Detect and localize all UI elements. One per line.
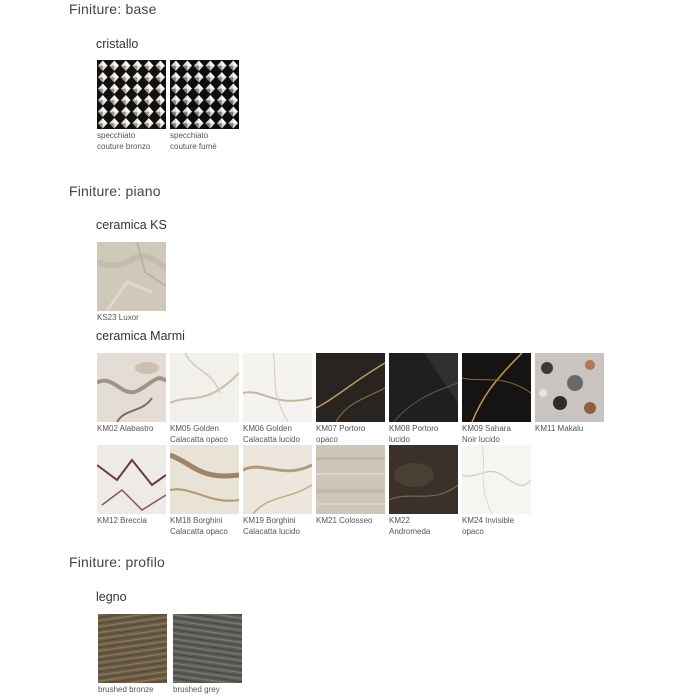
swatch-caption: KM19 Borghini xyxy=(243,516,296,525)
km12-texture xyxy=(97,445,166,514)
ks23-texture xyxy=(97,242,166,311)
swatch-caption: couture fumè xyxy=(170,142,217,151)
km11-texture xyxy=(535,353,604,422)
swatch-couture-fume[interactable] xyxy=(170,60,239,152)
group-label-ceramica-ks: ceramica KS xyxy=(96,218,167,232)
swatch-caption: lucido xyxy=(389,435,410,444)
swatch-caption: Calacatta lucido xyxy=(243,435,300,444)
swatch-caption: Calacatta lucido xyxy=(243,527,300,536)
km05-texture xyxy=(170,353,239,422)
swatch-caption: KM18 Borghini xyxy=(170,516,223,525)
swatch-caption: opaco xyxy=(462,527,484,536)
swatch-caption: Andromeda xyxy=(389,527,431,536)
brushed-bronze-texture xyxy=(98,614,167,683)
km21-texture xyxy=(316,445,385,514)
swatch-caption: KS23 Luxor xyxy=(97,313,139,322)
swatch-caption: KM22 xyxy=(389,516,410,525)
swatch-brushed-grey[interactable] xyxy=(173,614,242,695)
swatch-km21[interactable] xyxy=(316,445,385,526)
swatch-km08[interactable] xyxy=(389,353,458,445)
swatch-caption: opaco xyxy=(316,435,338,444)
swatch-caption: Noir lucido xyxy=(462,435,500,444)
swatch-caption: KM06 Golden xyxy=(243,424,292,433)
swatch-km09[interactable] xyxy=(462,353,531,445)
km06-texture xyxy=(243,353,312,422)
km09-texture xyxy=(462,353,531,422)
swatch-km06[interactable] xyxy=(243,353,312,445)
km19-texture xyxy=(243,445,312,514)
km24-texture xyxy=(462,445,531,514)
brushed-grey-texture xyxy=(173,614,242,683)
swatch-km12[interactable] xyxy=(97,445,166,526)
couture-fume-texture xyxy=(170,60,239,129)
swatch-km07[interactable] xyxy=(316,353,385,445)
km02-texture xyxy=(97,353,166,422)
couture-bronzo-texture xyxy=(97,60,166,129)
swatch-caption: KM11 Makalu xyxy=(535,424,584,433)
swatch-caption: KM08 Portoro xyxy=(389,424,439,433)
swatch-couture-bronzo[interactable] xyxy=(97,60,166,152)
swatch-caption: specchiato xyxy=(170,131,209,140)
swatch-caption: KM07 Portoro xyxy=(316,424,366,433)
swatch-km24[interactable] xyxy=(462,445,531,537)
swatch-km19[interactable] xyxy=(243,445,312,537)
swatch-km05[interactable] xyxy=(170,353,239,445)
swatch-caption: couture bronzo xyxy=(97,142,151,151)
km08-texture xyxy=(389,353,458,422)
group-label-ceramica-marmi: ceramica Marmi xyxy=(96,329,185,343)
section-title-base: Finiture: base xyxy=(69,1,157,17)
swatch-caption: Calacatta opaco xyxy=(170,527,228,536)
swatch-caption: KM24 Invisible xyxy=(462,516,515,525)
swatch-caption: specchiato xyxy=(97,131,136,140)
km22-texture xyxy=(389,445,458,514)
swatch-caption: Calacatta opaco xyxy=(170,435,228,444)
swatch-caption: KM02 Alabastro xyxy=(97,424,154,433)
swatch-km18[interactable] xyxy=(170,445,239,537)
swatch-caption: KM21 Colosseo xyxy=(316,516,373,525)
group-label-legno: legno xyxy=(96,590,127,604)
swatch-km11[interactable] xyxy=(535,353,604,434)
swatch-km02[interactable] xyxy=(97,353,166,434)
group-label-cristallo: cristallo xyxy=(96,37,139,51)
swatch-km22[interactable] xyxy=(389,445,458,537)
swatch-caption: KM09 Sahara xyxy=(462,424,511,433)
swatch-caption: KM12 Breccia xyxy=(97,516,147,525)
swatch-brushed-bronze[interactable] xyxy=(98,614,167,695)
km07-texture xyxy=(316,353,385,422)
swatch-caption: KM05 Golden xyxy=(170,424,219,433)
section-title-profilo: Finiture: profilo xyxy=(69,554,165,570)
section-title-piano: Finiture: piano xyxy=(69,183,161,199)
km18-texture xyxy=(170,445,239,514)
swatch-caption: brushed grey xyxy=(173,685,220,694)
swatch-ks23-luxor[interactable] xyxy=(97,242,166,323)
swatch-caption: brushed bronze xyxy=(98,685,154,694)
